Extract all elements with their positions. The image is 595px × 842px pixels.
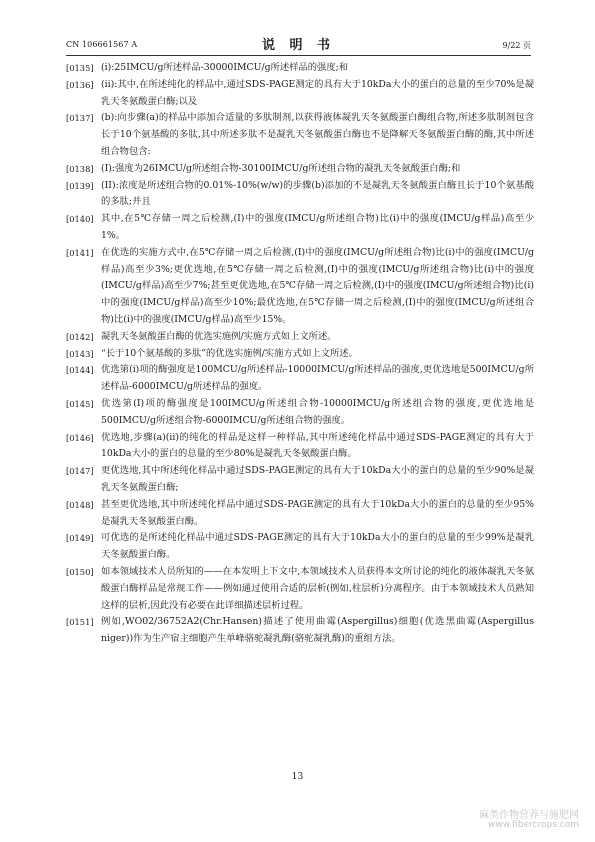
paragraph bbox=[66, 77, 534, 111]
paragraph bbox=[66, 211, 534, 245]
paragraph-text: 优选第(I)项的酶强度是100IMCU/g所述组合物-10000IMCU/g所述组合物的强度,更优选地是500IMCU/g所述组合物-6000IMCU/g所述组合物的强度。 bbox=[101, 397, 534, 426]
page-number: 13 bbox=[291, 772, 304, 782]
paragraph-number: [0148] bbox=[66, 499, 94, 510]
paragraph bbox=[66, 329, 534, 346]
paragraph-text: 优选第(i)项的酶强度是100MCU/g所述样品-10000IMCU/g所述样品的强度,更优选地是500IMCU/g所述样品-6000IMCU/g所述样品的强度。 bbox=[101, 364, 534, 393]
paragraph-text: 更优选地,其中所述纯化样品中通过SDS-PAGE测定的具有大于10kDa大小的蛋白的总量的至少90%是凝乳天冬氨酸蛋白酶; bbox=[101, 465, 534, 493]
paragraph-number: [0139] bbox=[66, 180, 94, 191]
paragraph bbox=[66, 396, 534, 430]
paragraph bbox=[66, 564, 534, 614]
paragraph-text: 其中,在5℃存储一周之后检测,(I)中的强度(IMCU/g所述组合物)比(i)中的强度(IMCU/g样品)高至少1%。 bbox=[101, 213, 534, 241]
paragraph bbox=[66, 362, 534, 396]
paragraph-text: 凝乳天冬氨酸蛋白酶的优选实施例/实施方式如上文所述。 bbox=[101, 330, 337, 342]
paragraph-number: [0147] bbox=[66, 466, 94, 477]
paragraph-number: [0142] bbox=[66, 331, 94, 342]
paragraph bbox=[66, 430, 534, 464]
paragraph bbox=[66, 614, 534, 648]
page-header bbox=[66, 33, 531, 53]
paragraph-text: (I):强度为26IMCU/g所述组合物-30100IMCU/g所述组合物的凝乳天冬氨酸蛋白酶;和 bbox=[101, 162, 461, 174]
paragraph-number: [0149] bbox=[66, 533, 94, 544]
paragraph-number: [0146] bbox=[66, 432, 94, 443]
document-title: 说 明 书 bbox=[261, 38, 336, 53]
paragraph bbox=[66, 245, 534, 329]
paragraph-number: [0137] bbox=[66, 113, 94, 124]
watermark-url: www.fibercrops.com bbox=[488, 820, 579, 830]
paragraph-number: [0151] bbox=[66, 617, 94, 628]
page-indicator: 9/22 页 bbox=[502, 41, 531, 50]
paragraph bbox=[66, 497, 534, 531]
header-rule bbox=[66, 55, 531, 56]
paragraph bbox=[66, 161, 534, 178]
paragraph bbox=[66, 60, 534, 77]
paragraph-number: [0141] bbox=[66, 247, 94, 258]
paragraph-number: [0143] bbox=[66, 348, 94, 359]
paragraph-text: 如本领域技术人员所知的——在本发明上下文中,本领域技术人员获得本文所讨论的纯化的液体凝乳天冬氨酸蛋白酶样品是常规工作——例如通过使用合适的层析(例如,柱层析)分离程序。由于本领域技术人员熟知这样的层析,因此没有必要在此详细描述层析过程。 bbox=[101, 565, 534, 611]
paragraph bbox=[66, 530, 534, 564]
paragraph-text: 优选地,步骤(a)(ii)的纯化的样品是这样一种样品,其中所述纯化样品中通过SDS-PAGE测定的具有大于10kDa大小的蛋白的总量的至少80%是凝乳天冬氨酸蛋白酶。 bbox=[101, 431, 534, 460]
paragraph-number: [0140] bbox=[66, 214, 94, 225]
patent-number: CN 106661567 A bbox=[66, 40, 138, 49]
paragraph-text: (b):向步骤(a)的样品中添加合适量的多肽制剂,以获得液体凝乳天冬氨酸蛋白酶组合物,所述多肽制剂包含长于10个氨基酸的多肽,其中所述多肽不是凝乳天冬氨酸蛋白酶也不是降解天冬氨酸蛋白酶的酶,其中所述组合物包含: bbox=[101, 112, 534, 157]
paragraph-text: 在优选的实施方式中,在5℃存储一周之后检测,(I)中的强度(IMCU/g所述组合物)比(i)中的强度(IMCU/g样品)高至少3%;更优选地,在5℃存储一周之后检测,(I)中的强度(IMCU/g所述组合物)比(i)中的强度(IMCU/g样品)高至少7%;甚至更优选地,在5℃存储一周之后检测,(I)中的强度(IMCU/g所述组合物)比(i)中的强度(IMCU/g样品)高至少10%;最优选地,在5℃存储一周之后检测,(I)中的强度(IMCU/g所述组合物)比(i)中的强度(IMCU/g样品)高至少15%。 bbox=[101, 246, 534, 325]
paragraph-text: 可优选的是所述纯化样品中通过SDS-PAGE测定的具有大于10kDa大小的蛋白的总量的至少99%是凝乳天冬氨酸蛋白酶。 bbox=[101, 532, 534, 561]
paragraph-text: 甚至更优选地,其中所述纯化样品中通过SDS-PAGE测定的具有大于10kDa大小的蛋白的总量的至少95%是凝乳天冬氨酸蛋白酶。 bbox=[101, 498, 534, 527]
paragraph-number: [0136] bbox=[66, 79, 94, 90]
paragraph-number: [0150] bbox=[66, 566, 94, 577]
paragraph-text: (ii):其中,在所述纯化的样品中,通过SDS-PAGE测定的具有大于10kDa大小的蛋白的总量的至少70%是凝乳天冬氨酸蛋白酶;以及 bbox=[101, 78, 534, 107]
paragraph-number: [0144] bbox=[66, 365, 94, 376]
watermark-text: 麻类作物营养与施肥网 bbox=[479, 810, 579, 821]
paragraph bbox=[66, 346, 534, 363]
paragraph-text: 例如,WO02/36752A2(Chr.Hansen)描述了使用曲霉(Aspergillus)细胞(优选黑曲霉(Aspergillus niger))作为生产宿主细胞产生单峰骆驼凝乳酶(骆驼凝乳酶)的重组方法。 bbox=[101, 616, 534, 645]
paragraph-text: “长于10个氨基酸的多肽”的优选实施例/实施方式如上文所述。 bbox=[101, 347, 358, 359]
paragraph-text: (II):浓度是所述组合物的0.01%-10%(w/w)的步骤(b)添加的不是凝乳天冬氨酸蛋白酶且长于10个氨基酸的多肽;并且 bbox=[101, 179, 534, 208]
paragraph-number: [0135] bbox=[66, 63, 94, 73]
paragraph-text: (i):25IMCU/g所述样品-30000IMCU/g所述样品的强度;和 bbox=[101, 62, 349, 73]
paragraph bbox=[66, 463, 534, 497]
document-body bbox=[66, 60, 534, 648]
paragraph bbox=[66, 110, 534, 160]
paragraph-number: [0145] bbox=[66, 398, 94, 409]
paragraph bbox=[66, 178, 534, 212]
paragraph-number: [0138] bbox=[66, 163, 94, 174]
